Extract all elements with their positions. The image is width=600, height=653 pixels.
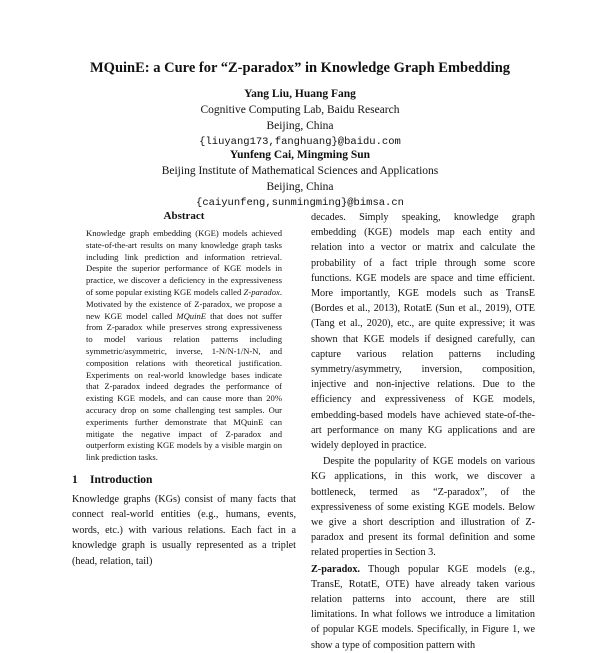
right-paragraph-3: [311, 562, 535, 653]
abstract-text-part3: that does not suffer from Z-paradox while preserves strong expressiveness to model various relation patterns including symmetric/asymmetric, inverse, 1-N/N-1/N-N, and composition relations with theoretical justification. Experiments on real-world knowledge bases indicate that Z-paradox indeed degrades the performance of existing KGE models, and can cause more than 20% accuracy drop on some challenging test samples. Our experiments further demonstrate that MQuinE can mitigate the negative impact of Z-paradox and outperform existing KGE models by a visible margin on link prediction tasks.: [86, 310, 282, 463]
zparadox-run-in-heading: Z-paradox.: [311, 563, 360, 575]
abstract-text-part2: . Motivated by the existence of Z-paradox, we propose a new KGE model called: [86, 286, 282, 321]
section-heading-introduction: [72, 474, 296, 486]
author-location-1: Beijing, China: [266, 120, 334, 132]
author-names-2: Yunfeng Cai, Mingming Sun: [229, 149, 371, 161]
abstract-body: [86, 228, 282, 464]
author-affiliation-2: Beijing Institute of Mathematical Sciences and Applications: [161, 165, 439, 177]
left-column: [72, 210, 296, 569]
right-column: [311, 210, 535, 653]
author-email-2: {caiyunfeng,sunmingming}@bimsa.cn: [196, 197, 404, 209]
right-paragraph-1: decades. Simply speaking, knowledge graph embedding (KGE) models map each entity and relation into a vector or matrix and calculate the probability of a fact triple through some score functions. KGE models are space and time efficient. More importantly, KGE models such as TransE (Bordes et al., 2013), RotatE (Sun et al., 2019), OTE (Tang et al., 2020), etc., are quite expressive; it was shown that KGE models if designed carefully, can capture various relation patterns including symmetry/asymmetry, inversion, composition, injective and non-injective relations. Due to the efficiency and expressiveness of KGE models, embedding-based models have achieved state-of-the-art performance on many KG applications and are widely deployed in practice.: [311, 212, 535, 452]
author-block-1: [60, 86, 540, 150]
author-email-1: {liuyang173,fanghuang}@baidu.com: [199, 136, 401, 148]
introduction-paragraph: Knowledge graphs (KGs) consist of many facts that connect real-world entities (e.g., humans, events, words, etc.) with various relations. Each fact in a knowledge graph is usually represented as a triplet (head, relation, tail): [72, 493, 296, 567]
section-title: Introduction: [90, 473, 153, 486]
author-affiliation-1: Cognitive Computing Lab, Baidu Research: [200, 104, 400, 116]
author-block-2: [60, 147, 540, 211]
section-number: 1: [72, 473, 78, 486]
abstract-zparadox-term: Z-paradox: [243, 286, 280, 297]
abstract-text-part1: Knowledge graph embedding (KGE) models achieved state-of-the-art results on many knowledge graph tasks including link prediction and information retrieval. Despite the superior performance of KGE models in practice, we discover a deficiency in the expressiveness of some popular existing KGE models called: [86, 228, 282, 297]
paper-title: MQuinE: a Cure for “Z-paradox” in Knowledge Graph Embedding: [89, 60, 511, 76]
right-paragraph-2: Despite the popularity of KGE models on various KG applications, in this work, we discover a bottleneck, termed as “Z-paradox”, of the expressiveness of some existing KGE models. Below we give a short description and illustration of Z-paradox and present its formal definition and some related properties in Section 3.: [311, 456, 535, 559]
right-paragraph-3-text: Though popular KGE models (e.g., TransE, RotatE, OTE) have already taken various relation patterns into account, there are still limitations. In what follows we introduce a limitation of popular KGE models. Specifically, in Figure 1, we show a type of composition pattern with: [311, 563, 535, 651]
abstract-heading: Abstract: [163, 210, 205, 222]
author-location-2: Beijing, China: [266, 181, 334, 193]
abstract-mquine-term: MQuinE: [176, 310, 207, 321]
author-names-1: Yang Liu, Huang Fang: [244, 88, 356, 100]
